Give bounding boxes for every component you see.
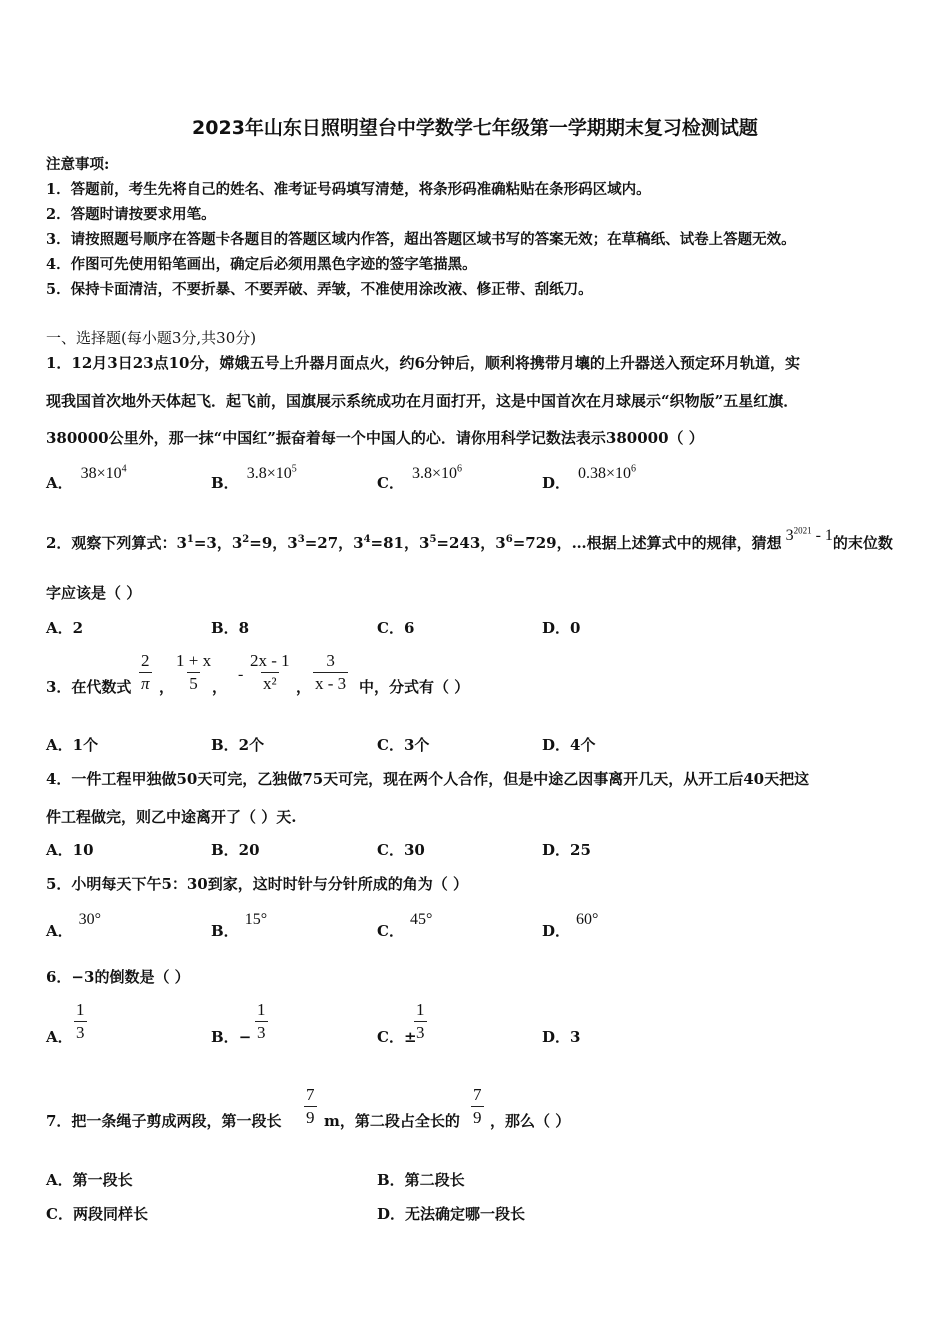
q4-option-c[interactable]: C．30 xyxy=(377,841,425,859)
q2-option-b[interactable]: B．8 xyxy=(211,619,250,637)
notice-item: 5．保持卡面清洁，不要折暴、不要弄破、弄皱，不准使用涂改液、修正带、刮纸刀。 xyxy=(46,281,593,298)
fraction: $\frac{1}{3}$ xyxy=(257,1000,266,1042)
q5-option-a[interactable]: A．30° xyxy=(46,911,102,940)
fraction: $\frac{7}{9}$ xyxy=(473,1085,482,1127)
q5-option-c[interactable]: C．45° xyxy=(377,911,433,940)
fraction: $\frac{1}{3}$ xyxy=(416,1000,425,1042)
fraction: $\frac{2}{\pi}$ xyxy=(141,651,150,693)
q7-option-b[interactable]: B．第二段长 xyxy=(377,1171,465,1189)
q2-option-a[interactable]: A．2 xyxy=(46,619,84,637)
q1-option-d[interactable]: D．$0.38\times 10^6$ xyxy=(542,463,637,492)
q7-option-d[interactable]: D．无法确定哪一段长 xyxy=(377,1205,526,1223)
q1-option-c[interactable]: C．$3.8\times 10^6$ xyxy=(377,463,462,492)
q2-option-d[interactable]: D．0 xyxy=(542,619,581,637)
comma: ， xyxy=(159,678,175,696)
fraction: $\frac{7}{9}$ xyxy=(306,1085,315,1127)
question-1-line: 1．12月3日23点10分，嫦娥五号上升器月面点火，约6分钟后，顺利将携带月壤的上升器送入预定环月轨道，实 xyxy=(46,354,800,372)
question-3-tail: 中，分式有（ ） xyxy=(359,678,470,696)
q7-option-c[interactable]: C．两段同样长 xyxy=(46,1205,148,1223)
expr-base: 3 xyxy=(785,527,794,544)
q3-option-c[interactable]: C．3个 xyxy=(377,736,430,754)
question-4-line: 4．一件工程甲独做50天可完，乙独做75天可完，现在两个人合作，但是中途乙因事离开几天，从开工后40天把这 xyxy=(46,770,810,788)
q3-option-a[interactable]: A．1个 xyxy=(46,736,99,754)
notice-item: 4．作图可先使用铅笔画出，确定后必须用黑色字迹的签字笔描黑。 xyxy=(46,256,477,273)
q6-option-d[interactable]: D．3 xyxy=(542,1028,581,1046)
comma: ， xyxy=(212,678,228,696)
question-7-lead: 7．把一条绳子剪成两段，第一段长 xyxy=(46,1112,282,1130)
q7-option-a[interactable]: A．第一段长 xyxy=(46,1171,133,1189)
q1-option-b[interactable]: B．$3.8\times 10^5$ xyxy=(211,463,297,492)
notice-heading: 注意事项: xyxy=(46,156,110,173)
q4-option-d[interactable]: D．25 xyxy=(542,841,591,859)
q6-option-b[interactable]: B．− xyxy=(211,1028,252,1046)
question-5-line: 5．小明每天下午5：30到家，这时时针与分针所成的角为（ ） xyxy=(46,875,468,893)
q3-option-d[interactable]: D．4个 xyxy=(542,736,596,754)
section-heading: 一、选择题(每小题3分,共30分) xyxy=(46,329,257,347)
notice-item: 2．答题时请按要求用笔。 xyxy=(46,206,216,223)
fraction: $\frac{1}{3}$ xyxy=(76,1000,85,1042)
q5-option-b[interactable]: B．15° xyxy=(211,911,268,940)
question-6-line: 6．−3的倒数是（ ） xyxy=(46,968,190,986)
q4-option-a[interactable]: A．10 xyxy=(46,841,94,859)
q3-option-b[interactable]: B．2个 xyxy=(211,736,265,754)
question-2-line: 字应该是（ ） xyxy=(46,584,142,602)
question-1-line: 380000公里外，那一抹“中国红”振奋着每一个中国人的心．请你用科学记数法表示380000（ ） xyxy=(46,429,704,447)
comma: ， xyxy=(296,678,312,696)
fraction: $\frac{1 + x}{5}$ xyxy=(176,651,212,693)
question-4-line: 件工程做完，则乙中途离开了（ ）天. xyxy=(46,808,297,826)
fraction: $\frac{3}{x - 3}$ xyxy=(315,651,347,693)
q6-option-a[interactable]: A． xyxy=(46,1028,73,1046)
notice-item: 1．答题前，考生先将自己的姓名、准考证号码填写清楚，将条形码准确粘贴在条形码区域内。 xyxy=(46,181,651,198)
minus-sign: - xyxy=(238,666,244,683)
page-title: 2023年山东日照明望台中学数学七年级第一学期期末复习检测试题 xyxy=(192,117,758,139)
question-2-line: 2．观察下列算式：$3^1=3$，$3^2=9$，$3^3=27$，$3^4=81$，$3^5=243$，$3^6=729$，…根据上述算式中的规律，猜想 $3^{2021} - 1$的末位数 xyxy=(46,525,893,552)
question-7-mid: m，第二段占全长的 xyxy=(324,1112,460,1130)
q2-option-c[interactable]: C．6 xyxy=(377,619,415,637)
q5-option-d[interactable]: D．60° xyxy=(542,911,599,940)
q1-option-a[interactable]: A．$38\times 10^4$ xyxy=(46,463,127,492)
question-1-line: 现我国首次地外天体起飞．起飞前，国旗展示系统成功在月面打开，这是中国首次在月球展示“织物版”五星红旗． xyxy=(46,392,799,410)
fraction: $\frac{2x - 1}{\text{x²}}$ xyxy=(250,651,290,693)
notice-item: 3．请按照题号顺序在答题卡各题目的答题区域内作答，超出答题区域书写的答案无效；在草稿纸、试卷上答题无效。 xyxy=(46,231,796,248)
question-3-lead: 3．在代数式 xyxy=(46,678,132,696)
q4-option-b[interactable]: B．20 xyxy=(211,841,260,859)
q6-option-c[interactable]: C．± xyxy=(377,1028,417,1046)
question-7-tail: ，那么（ ） xyxy=(490,1112,571,1130)
